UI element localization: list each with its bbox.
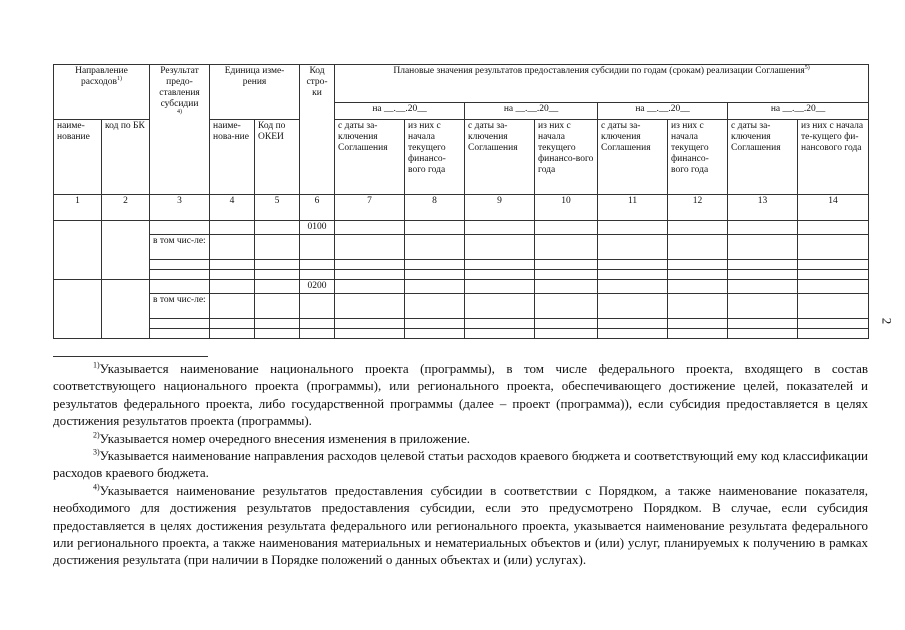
empty-cell [535,329,598,339]
empty-cell [598,319,668,329]
empty-cell [405,270,465,280]
empty-cell [598,280,668,294]
empty-cell [465,260,535,270]
empty-cell [300,260,335,270]
empty-cell [150,221,210,235]
footnote-separator [53,356,208,357]
empty-cell [728,260,798,270]
empty-cell [210,319,255,329]
footnote-1 [53,360,868,430]
empty-cell [102,221,150,280]
empty-cell [535,221,598,235]
empty-cell [210,235,255,260]
period-4: на __.__.20__ [728,103,869,120]
header-direction-bk-code: код по БК [102,120,150,195]
column-numbers-row [54,195,869,221]
empty-cell [535,280,598,294]
column-number: 14 [798,195,869,221]
footnote-mark: 2) [93,430,100,440]
table-row [54,235,869,260]
empty-cell [668,329,728,339]
empty-cell [150,329,210,339]
empty-cell [255,319,300,329]
row-code: 0200 [300,280,335,294]
empty-cell [210,329,255,339]
header-from-agreement-4: с даты за-ключения Соглашения [728,120,798,195]
period-2: на __.__.20__ [465,103,598,120]
empty-cell [668,270,728,280]
empty-cell [535,294,598,319]
table-row [54,280,869,294]
empty-cell [668,319,728,329]
empty-cell [255,260,300,270]
empty-cell [405,260,465,270]
column-number: 1 [54,195,102,221]
empty-cell [255,270,300,280]
empty-cell [405,319,465,329]
footnote-text: Указывается номер очередного внесения изменения в приложение. [99,430,470,446]
empty-cell [728,221,798,235]
empty-cell [465,329,535,339]
empty-cell [300,329,335,339]
empty-cell [335,270,405,280]
empty-cell [335,221,405,235]
empty-cell [728,319,798,329]
empty-cell [300,235,335,260]
table-row [54,270,869,280]
empty-cell [535,260,598,270]
empty-cell [255,294,300,319]
empty-cell [255,221,300,235]
footnote-mark: 1) [93,360,100,370]
empty-cell [798,270,869,280]
header-from-year-4: из них с начала те-кущего фи-нансового года [798,120,869,195]
empty-cell [535,235,598,260]
empty-cell [405,221,465,235]
header-planned-values: Плановые значения результатов предоставления субсидии по годам (срокам) реализации Соглашения$^{5)}$ [335,65,869,103]
empty-cell [405,329,465,339]
empty-cell [405,280,465,294]
empty-cell [598,260,668,270]
empty-cell [150,270,210,280]
table-row [54,260,869,270]
empty-cell [150,260,210,270]
empty-cell [335,280,405,294]
header-unit-name: наиме-нова-ние [210,120,255,195]
column-number: 8 [405,195,465,221]
empty-cell [210,221,255,235]
footnote-text: Указывается наименование национального проекта (программы), в том числе федерального проекта, входящего в состав соответствующего национального проекта (программы), или регионального проекта, обеспечивающего достижение целей, показателей и результатов федерального проекта, либо государственной программы (далее – проект (программа)), если субсидия предоставляется в целях достижения результатов проекта (программы). [53,361,868,429]
empty-cell [668,294,728,319]
column-number: 5 [255,195,300,221]
empty-cell [255,280,300,294]
empty-cell [668,280,728,294]
empty-cell [335,235,405,260]
footnote-text: Указывается наименование направления расходов целевой статьи расходов краевого бюджета и соответствующий ему код классификации расходов краевого бюджета. [53,448,868,481]
header-from-year-3: из них с начала текущего финансо-вого года [668,120,728,195]
footnote-mark: 4) [93,482,100,492]
including-label: в том чис-ле: [150,235,210,260]
empty-cell [465,221,535,235]
empty-cell [668,235,728,260]
header-row-code: Код стро-ки [300,65,335,195]
header-result: Результат предо-ставления субсидии $^{4)}$ [150,65,210,195]
footnote-4 [53,482,868,569]
header-from-agreement-3: с даты за-ключения Соглашения [598,120,668,195]
empty-cell [798,235,869,260]
header-from-agreement-2: с даты за-ключения Соглашения [465,120,535,195]
empty-cell [300,319,335,329]
footnote-mark: 3) [93,447,100,457]
column-number: 13 [728,195,798,221]
header-direction-name: наиме-нование [54,120,102,195]
empty-cell [798,280,869,294]
empty-cell [102,280,150,339]
empty-cell [335,260,405,270]
empty-cell [728,294,798,319]
empty-cell [598,329,668,339]
footnote-2 [53,430,868,447]
column-number: 7 [335,195,405,221]
empty-cell [300,294,335,319]
empty-cell [300,270,335,280]
empty-cell [798,260,869,270]
table-row [54,319,869,329]
column-number: 11 [598,195,668,221]
header-direction: Направление расходов$^{1)}$ [54,65,150,120]
empty-cell [728,235,798,260]
header-unit: Единица изме-рения [210,65,300,120]
header-from-agreement-1: с даты за-ключения Соглашения [335,120,405,195]
empty-cell [210,270,255,280]
empty-cell [798,294,869,319]
page-number: 2 [879,317,895,325]
table-row [54,221,869,235]
empty-cell [54,221,102,280]
footnote-text: Указывается наименование результатов предоставления субсидии в соответствии с Порядком, а также наименование показателя, необходимого для достижения результатов предоставления субсидии, если это предусмотрено Порядком. В случае, если субсидия предоставляется в целях достижения результата федерального или регионального проекта, указывается наименование результата федерального или регионального проекта, а также наименования материальных и нематериальных объектов и (или) услуг, планируемых к получению в рамках достижения результата (при наличии в Порядке положений о данных объектах и (или) услугах). [53,482,868,568]
column-number: 2 [102,195,150,221]
empty-cell [598,235,668,260]
column-number: 10 [535,195,598,221]
including-label: в том чис-ле: [150,294,210,319]
period-1: на __.__.20__ [335,103,465,120]
empty-cell [728,280,798,294]
empty-cell [150,319,210,329]
empty-cell [210,294,255,319]
empty-cell [405,235,465,260]
empty-cell [465,235,535,260]
empty-cell [210,280,255,294]
empty-cell [598,294,668,319]
empty-cell [335,329,405,339]
empty-cell [728,329,798,339]
empty-cell [598,221,668,235]
empty-cell [210,260,255,270]
empty-cell [728,270,798,280]
empty-cell [668,221,728,235]
empty-cell [598,270,668,280]
results-table [53,64,869,339]
empty-cell [465,270,535,280]
empty-cell [150,280,210,294]
empty-cell [465,319,535,329]
header-from-year-1: из них с начала текущего финансо-вого года [405,120,465,195]
period-3: на __.__.20__ [598,103,728,120]
empty-cell [465,280,535,294]
empty-cell [255,235,300,260]
empty-cell [798,319,869,329]
header-unit-okei: Код по ОКЕИ [255,120,300,195]
row-code: 0100 [300,221,335,235]
table-row [54,329,869,339]
empty-cell [465,294,535,319]
table-row [54,294,869,319]
column-number: 6 [300,195,335,221]
column-number: 9 [465,195,535,221]
empty-cell [535,319,598,329]
empty-cell [335,294,405,319]
empty-cell [668,260,728,270]
empty-cell [54,280,102,339]
column-number: 3 [150,195,210,221]
empty-cell [255,329,300,339]
header-from-year-2: из них с начала текущего финансо-вого года [535,120,598,195]
column-number: 4 [210,195,255,221]
column-number: 12 [668,195,728,221]
footnotes [53,360,868,569]
footnote-3 [53,447,868,482]
empty-cell [405,294,465,319]
empty-cell [798,329,869,339]
empty-cell [798,221,869,235]
empty-cell [535,270,598,280]
empty-cell [335,319,405,329]
